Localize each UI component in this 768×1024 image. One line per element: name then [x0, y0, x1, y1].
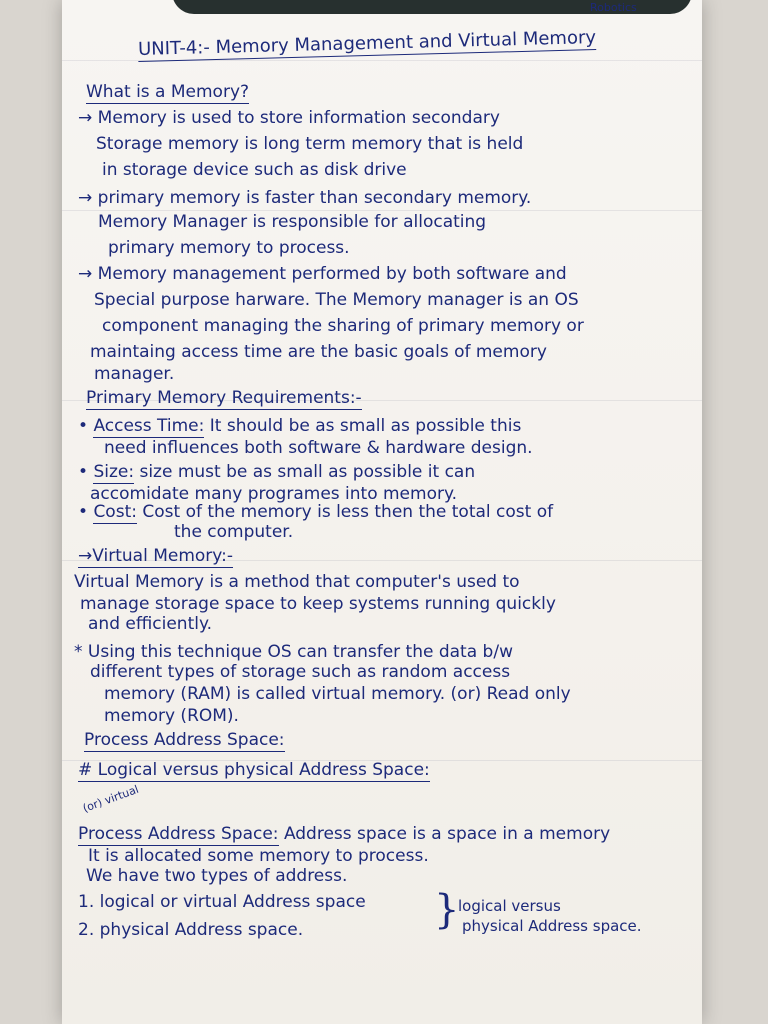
section-heading-what-is-memory: What is a Memory? — [86, 82, 250, 102]
section-heading-primary-requirements: Primary Memory Requirements:- — [86, 388, 362, 408]
memory-line: Storage memory is long term memory that is held — [96, 134, 524, 154]
memory-line: Memory Manager is responsible for allocating — [98, 212, 487, 232]
memory-line: → Memory is used to store information secondary — [78, 108, 500, 128]
process-address-line: It is allocated some memory to process. — [88, 846, 429, 866]
memory-line: manager. — [94, 364, 175, 384]
memory-line: Special purpose harware. The Memory manager is an OS — [94, 290, 579, 310]
address-type-logical: 1. logical or virtual Address space — [78, 892, 366, 912]
brace-note: physical Address space. — [462, 917, 642, 935]
virtual-memory-line: Virtual Memory is a method that computer's used to — [74, 572, 520, 592]
requirement-size: • Size: size must be as small as possible it can — [78, 462, 476, 482]
brace-glyph: } — [434, 887, 460, 933]
page-title: UNIT-4:- Memory Management and Virtual Memory — [137, 27, 597, 60]
address-type-physical: 2. physical Address space. — [78, 920, 304, 940]
virtual-memory-line: different types of storage such as random access — [90, 662, 511, 682]
requirement-size-cont: accomidate many programes into memory. — [90, 484, 458, 504]
memory-line: → Memory management performed by both software and — [78, 264, 567, 284]
virtual-memory-line: memory (ROM). — [104, 706, 239, 726]
virtual-memory-line: manage storage space to keep systems running quickly — [80, 594, 556, 614]
memory-line: in storage device such as disk drive — [102, 160, 407, 180]
requirement-cost: • Cost: Cost of the memory is less then the total cost of — [78, 502, 554, 522]
section-heading-virtual-memory: →Virtual Memory:- — [78, 546, 233, 566]
virtual-memory-line: memory (RAM) is called virtual memory. (or) Read only — [104, 684, 571, 704]
process-address-space-definition: Process Address Space: Address space is a space in a memory — [78, 824, 611, 844]
memory-line: primary memory to process. — [108, 238, 350, 258]
virtual-memory-line: * Using this technique OS can transfer the data b/w — [74, 642, 513, 662]
requirement-cost-cont: the computer. — [174, 522, 294, 542]
corner-text: Robotics — [590, 1, 637, 14]
section-heading-process-address-space: Process Address Space: — [84, 730, 285, 750]
section-heading-logical-vs-physical: # Logical versus physical Address Space: — [78, 760, 430, 780]
margin-note: (or) virtual — [81, 782, 141, 816]
ruled-line — [62, 210, 702, 211]
requirement-access-time-cont: need influences both software & hardware design. — [104, 438, 533, 458]
virtual-memory-line: and efficiently. — [88, 614, 213, 634]
brace-note: logical versus — [458, 897, 561, 915]
notebook-page — [62, 0, 702, 1024]
requirement-access-time: • Access Time: It should be as small as possible this — [78, 416, 522, 436]
process-address-line: We have two types of address. — [86, 866, 348, 886]
memory-line: component managing the sharing of primary memory or — [102, 316, 584, 336]
memory-line: → primary memory is faster than secondary memory. — [78, 188, 532, 208]
memory-line: maintaing access time are the basic goals of memory — [90, 342, 547, 362]
